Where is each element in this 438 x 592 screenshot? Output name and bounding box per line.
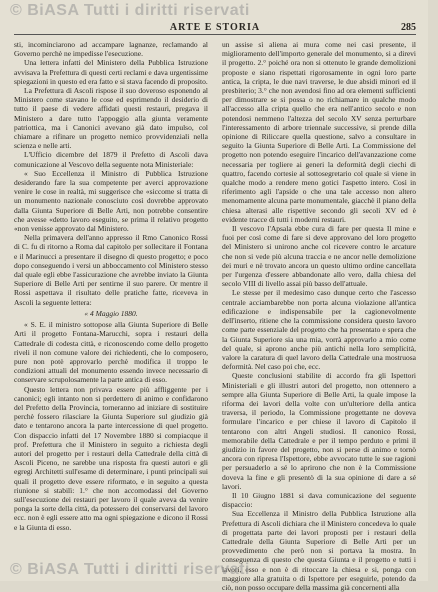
- watermark-top: © BiASA Tutti i diritti riservati: [10, 2, 250, 19]
- paragraph: Il 10 Giugno 1881 si dava comunicazione del seguente dispaccio:: [222, 490, 416, 510]
- page-number: 285: [401, 22, 416, 33]
- paragraph: Questo lettera non privava essere più affliggente per i canonici; egli intanto non si perdettero di animo e confidarono del Prefetto della Provincia, torneranno ad iniziare di sostituire perchè fossero rilasciare la Giunta Superiore sul giudizio già dato e tentarono ancora la parte intercessione di quel progetto. Con dispaccio infatti del 17 Novembre 1880 si compiacque il prof. Prefettura che il Ministero in seguito a richiesta degli autori del progetto per i restauri della Cattedrale della città di Ascoli Piceno, ne sarebbe una risposta fra questi autori e gli egregi Architetti sull'esame di determinare, i punti principali sui quali il progetto deve essere riformato, e in seguito a questa riunione si stabilì: 1.° che non accomodassi del Governo sull'esecuzione dei restauri per lavoro il quale aveva da venire ponga la sorte della città, da potessero dei conservarsi del lavoro ecc. non è egli essere atto ma ogni spiegazione e dicono il Rossi e la Giunta di esso.: [14, 384, 208, 532]
- running-header: [14, 22, 416, 35]
- paragraph: L'Ufficio dicembre del 1879 il Prefetto di Ascoli dava comunicazione al Vescovo della seguente nota Ministeriale:: [14, 150, 208, 169]
- paragraph: « Suo Eccellenza il Ministro di Pubblica Istruzione desiderando fare la sua competente per averci approvazione venire le cose in realtà, mi suggerisce che «siccome si tratta di un monumento nazionale conosciuto così dovrebbe approvato dalla Giunta Superiore di Belle Arti, non potrebbe consentire che avesse «detto lavoro eseguito, se prima il relativo progetto «non venisse approvato dal Ministero.: [14, 168, 208, 234]
- right-column: [222, 40, 416, 592]
- paragraph: Sua Eccellenza il Ministro della Pubblica Istruzione alla Prefettura di Ascoli dichiara che il Ministero concedeva lo quale di progettata parte dei lavori proposti per i restauri della Cattedrale della Giunta Superiore di Belle Arti per un provvedimento che però non si portava la mostra. In conseguenza di questo che questa Giunta e il progetto e tutti i lavori, esso e non è di ritoccare la chiesa e si, ponga con maggiore alla gratuita o di Ispettore per eseguirle, potendo da ciò, non posso occupare della massima già concernenti alla: [222, 509, 416, 592]
- paragraph: Le stesse per il medesimo caso dunque certo che l'ascesso centrale acciambarebbe non porta alcuna violazione all'antica edificazione e indispensabile per la cagionevolmente dell'inserto, ritiene che la commissione considera questo lavoro come parte essenziale del progetto che ha presentato e spera che la Giunta Superiore sia una mia, vorrà approvarlo a mio come del quale, si aprono anche più antichi nella loro semplicità, valore la caratura di quel lavoro della Cattedrale una mostruosa deformità. Nel caso poi che, ecc.: [222, 288, 416, 372]
- paragraph: Il vescovo l'Apsala ebbe cura di fare per questa Il mine e fuoi per così come di fare si deve approvano del loro progetto del Ministero si unirono anche col ricevere contro le arcature che non si vede più alcuna traccia e ne ancor nelle demolizione dei muri e nè trovato ancora un questo ultimo ordine cancellata per l'urgenza d'essere abbandonate allo vero, dalla chiesa del secolo VIII di livello assai più basso dell'attuale.: [222, 224, 416, 289]
- running-title: ARTE E STORIA: [169, 22, 261, 33]
- paragraph: La Prefettura di Ascoli rispose il suo doveroso esponendo al Ministero come stavano le cose ed esprimendo il desiderio di tutto il paese di vedere affidati questi restauri, pregava il Ministero a dare tutto l'appoggio alla giunta veramente patriottica, ma i Canonici avevano già dato impulso, col chiamare a rifinare un progetto nemico provvidenziali nella scienza e nelle arti.: [14, 86, 208, 151]
- paragraph: un assise sì aliena ai mura come nei casi presente, il miglioramento dell'importo generale del monumento, si a direvi il progetto. 2.° poiché ora non si ottenuto le grande demolizioni proposte e siano rispettati rigorosamente in ogni loro parte antica, la cripta, le due navi traverse, le due absidi minori ed il presbiterio; 3.° che non avendosi fino ad ora elementi sufficienti per dimostrare se si possa o no richiamare in qualche modo all'accesso alla cripta quello che era nell'antico secolo e non potendosi nemmeno l'altezza del secolo XV senza perturbare l'interessamento di arbore triennale successive, si prende dilla opinione di Riliccare quella questione, salvo a consultare in seguito la Giunta Superiore di Belle Arti. La Commissione del progetto non potendo eseguire l'incarico dell'avanzazione come necessaria per togliere ai generi la deformità degli ciechi di quattro, facendo cortesie al sottosegretario col quale si viene in qualche modo a rendere meno gotici l'aspetto intero. Così in riferimento agli l'apside o che una tale accesso non altero menomamente alcuna parte monumentale, giacchè il piano della chiesa alterasi alle rispettive secondo gli secoli XV ed è evidente tracce di tutti i moderni restauri.: [222, 40, 416, 224]
- left-column: [14, 40, 208, 556]
- letter-date: « 4 Maggio 1880.: [84, 308, 138, 318]
- paragraph: « S. E. il ministro sottopose alla Giunta Superiore di Belle Arti il progetto Fontana-Marucchi, sopra i restauri della Cattedrale di codesta città, e riconoscendo come dello progetto riveli il non comune valore dei richiedenti, che lo composero, pure non potè approvarlo perchè modifica il troppo le condizioni attuali del monumento essendo invece necessario di conservare scrupolosamente la parte antica di esso.: [14, 320, 208, 385]
- watermark-bottom: © BiASA Tutti i diritti riservati: [10, 561, 250, 578]
- paragraph: Una lettera infatti del Ministero della Pubblica Istruzione avvisava la Prefettura di questi certi reclami e dava urgentissime spiegazioni in questo ed era fatto e si stava facendo di proposito.: [14, 58, 208, 86]
- paragraph: sti, incominciarono ad accampare lagnanze, reclamando al Governo perchè ne impedisse l'esecuzione.: [14, 40, 208, 59]
- paragraph: Nella primavera dell'anno appresso il Rmo Canonico Rossi di C. fu di ritorno a Roma dal capitolo per sollecitare il Fontana e il Marinucci a presentare il disegno di questo progetto; e poco dopo conseguendo i versi un abboccamento col Ministero stesso dal quale egli ebbe l'assicurazione che avrebbe inviato la Giunta Superiore di Belle Arti per sentirne il suo parere. Or mentre il Rossi aspettava il risultato delle pratiche fatte, riceveva in Ascoli la seguente lettera:: [14, 233, 208, 307]
- paragraph: Queste conclusioni stabilite di accordo fra gli Ispettori Ministeriali e gli illustri autori del progetto, non ottennero a sempre alla Giunta Superiore di Belle Arti, la quale impose la riforma dei lavori della volte con un'ulteriore della antica traversa, il periodo, la Commissione progettante ne doveva formulare l'incarico e per chiese il lavoro di Capitolo il tentarono con altri Angeli studiosi. Il canonico Rossi, memorabile della Cattedrale e per il tempo perduto e primi il giudizio in favore del progetto, non si perse di animo e tornò ancora con ripresa l'Ispettore, ebbe avvocato tutte le sue ragioni per persuaderlo a sé lo aprirono che non è la Commissione doveva la fine e gli presentò di la sua opinione di dare a sé lavori.: [222, 371, 416, 491]
